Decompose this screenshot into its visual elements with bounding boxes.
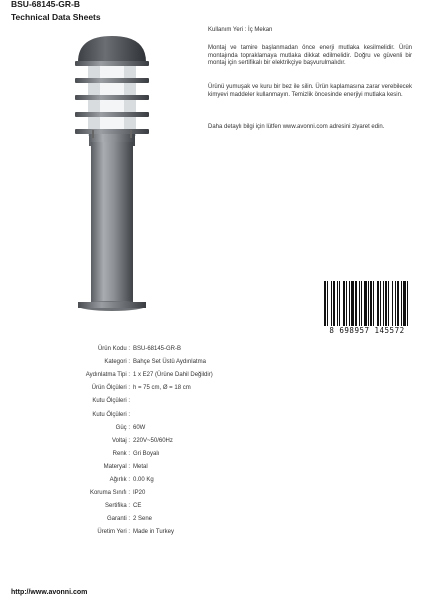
spec-row bbox=[20, 424, 320, 436]
spec-label: Garanti : bbox=[106, 516, 130, 523]
spec-value: Metal bbox=[133, 463, 148, 470]
spec-label: Renk : bbox=[112, 450, 130, 457]
barcode-bar bbox=[370, 281, 372, 327]
website-paragraph: Daha detaylı bilgi için lütfen www.avonni.com adresini ziyaret edin. bbox=[208, 124, 385, 130]
barcode-bar bbox=[364, 281, 367, 327]
spec-row bbox=[20, 397, 320, 409]
barcode-bar bbox=[392, 281, 393, 327]
spec-value: 220V~50/60Hz bbox=[133, 437, 173, 444]
cleaning-paragraph: Ürünü yumuşak ve kuru bir bez ile silin. Ürün kaplamasına zarar verebilecek kimyevi maddeler kullanmayın. Temizlik öncesinde enerjiyi mutlaka kesin. bbox=[208, 84, 412, 98]
spec-label: Ürün Kodu : bbox=[97, 346, 130, 352]
barcode-bar bbox=[383, 281, 384, 327]
spec-row bbox=[20, 515, 320, 527]
spec-value: Bahçe Set Üstü Aydınlatma bbox=[133, 359, 206, 366]
spec-label: Materyal : bbox=[103, 463, 130, 470]
barcode-bar bbox=[377, 281, 379, 327]
spec-label: Üretim Yeri : bbox=[97, 529, 130, 536]
spec-row bbox=[20, 502, 320, 514]
spec-row bbox=[20, 358, 320, 370]
spec-label: Ürün Ölçüleri : bbox=[91, 385, 130, 392]
spec-value: h = 75 cm, Ø = 18 cm bbox=[133, 385, 191, 392]
spec-row bbox=[20, 437, 320, 449]
spec-label: Voltaj : bbox=[111, 437, 130, 444]
safety-paragraph: Montaj ve tamire başlanmadan önce enerji mutlaka kesilmelidir. Ürün montajında topraklamaya mutlaka dikkat edilmelidir. Doğru ve güvenli bir montaj için sertifikalı bir elektrikçiye başvurulmalıdır. bbox=[208, 45, 412, 67]
spec-label: Kutu Ölçüleri : bbox=[92, 398, 130, 405]
spec-value: 0.00 Kg bbox=[133, 477, 154, 483]
spec-value: 60W bbox=[133, 424, 146, 431]
barcode-bar bbox=[361, 281, 362, 327]
barcode-bar bbox=[333, 281, 335, 327]
spec-value: Gri Boyalı bbox=[133, 450, 160, 457]
barcode-bar bbox=[349, 281, 350, 327]
barcode-bar bbox=[346, 281, 347, 327]
usage-location: Kullanım Yeri : İç Mekan bbox=[208, 27, 273, 33]
barcode-bar bbox=[359, 281, 360, 327]
barcode-bar bbox=[339, 281, 340, 327]
barcode-bar bbox=[355, 281, 357, 327]
barcode-bar bbox=[385, 281, 387, 327]
barcode-bar bbox=[401, 281, 402, 327]
spec-value: 2 Sene bbox=[133, 516, 153, 523]
barcode-bar bbox=[343, 281, 345, 327]
spec-label: Güç : bbox=[115, 424, 130, 431]
spec-row bbox=[20, 528, 320, 540]
barcode-bar bbox=[368, 281, 369, 327]
spec-row bbox=[20, 411, 320, 423]
bollard-lamp-image bbox=[70, 34, 154, 316]
barcode-number: 8 698957 145572 bbox=[322, 326, 412, 336]
spec-row bbox=[20, 476, 320, 488]
footer-url[interactable]: http://www.avonni.com bbox=[11, 589, 88, 596]
barcode-bar bbox=[403, 281, 406, 327]
spec-value: CE bbox=[133, 503, 142, 510]
barcode-bar bbox=[351, 281, 354, 327]
product-code-title: BSU-68145-GR-B bbox=[11, 0, 80, 9]
spec-label: Sertifika : bbox=[104, 503, 130, 510]
spec-row bbox=[20, 450, 320, 462]
spec-row bbox=[20, 371, 320, 383]
spec-label: Koruma Sınıfı : bbox=[89, 490, 130, 497]
spec-row bbox=[20, 345, 320, 357]
spec-label: Aydınlatma Tipi : bbox=[85, 372, 130, 379]
spec-value: Made in Turkey bbox=[133, 529, 175, 536]
barcode-bar bbox=[337, 281, 338, 327]
spec-row bbox=[20, 384, 320, 396]
spec-row bbox=[20, 463, 320, 475]
spec-label: Kategori : bbox=[104, 359, 130, 366]
barcode-bar bbox=[331, 281, 332, 327]
spec-label: Ağırlık : bbox=[109, 477, 130, 483]
spec-row bbox=[20, 489, 320, 501]
barcode-bar bbox=[388, 281, 389, 327]
barcode-bar bbox=[324, 281, 326, 327]
spec-value: BSU-68145-GR-B bbox=[133, 346, 182, 352]
barcode-bar bbox=[373, 281, 374, 327]
barcode-bar bbox=[397, 281, 399, 327]
document-subtitle: Technical Data Sheets bbox=[11, 12, 101, 22]
barcode-bar bbox=[327, 281, 328, 327]
barcode-bar bbox=[380, 281, 381, 327]
spec-label: Kutu Ölçüleri : bbox=[92, 411, 130, 418]
spec-value: IP20 bbox=[133, 490, 146, 497]
spec-value: 1 x E27 (Ürüne Dahil Değildir) bbox=[133, 372, 213, 379]
barcode-bar bbox=[395, 281, 396, 327]
barcode-bar bbox=[407, 281, 408, 327]
